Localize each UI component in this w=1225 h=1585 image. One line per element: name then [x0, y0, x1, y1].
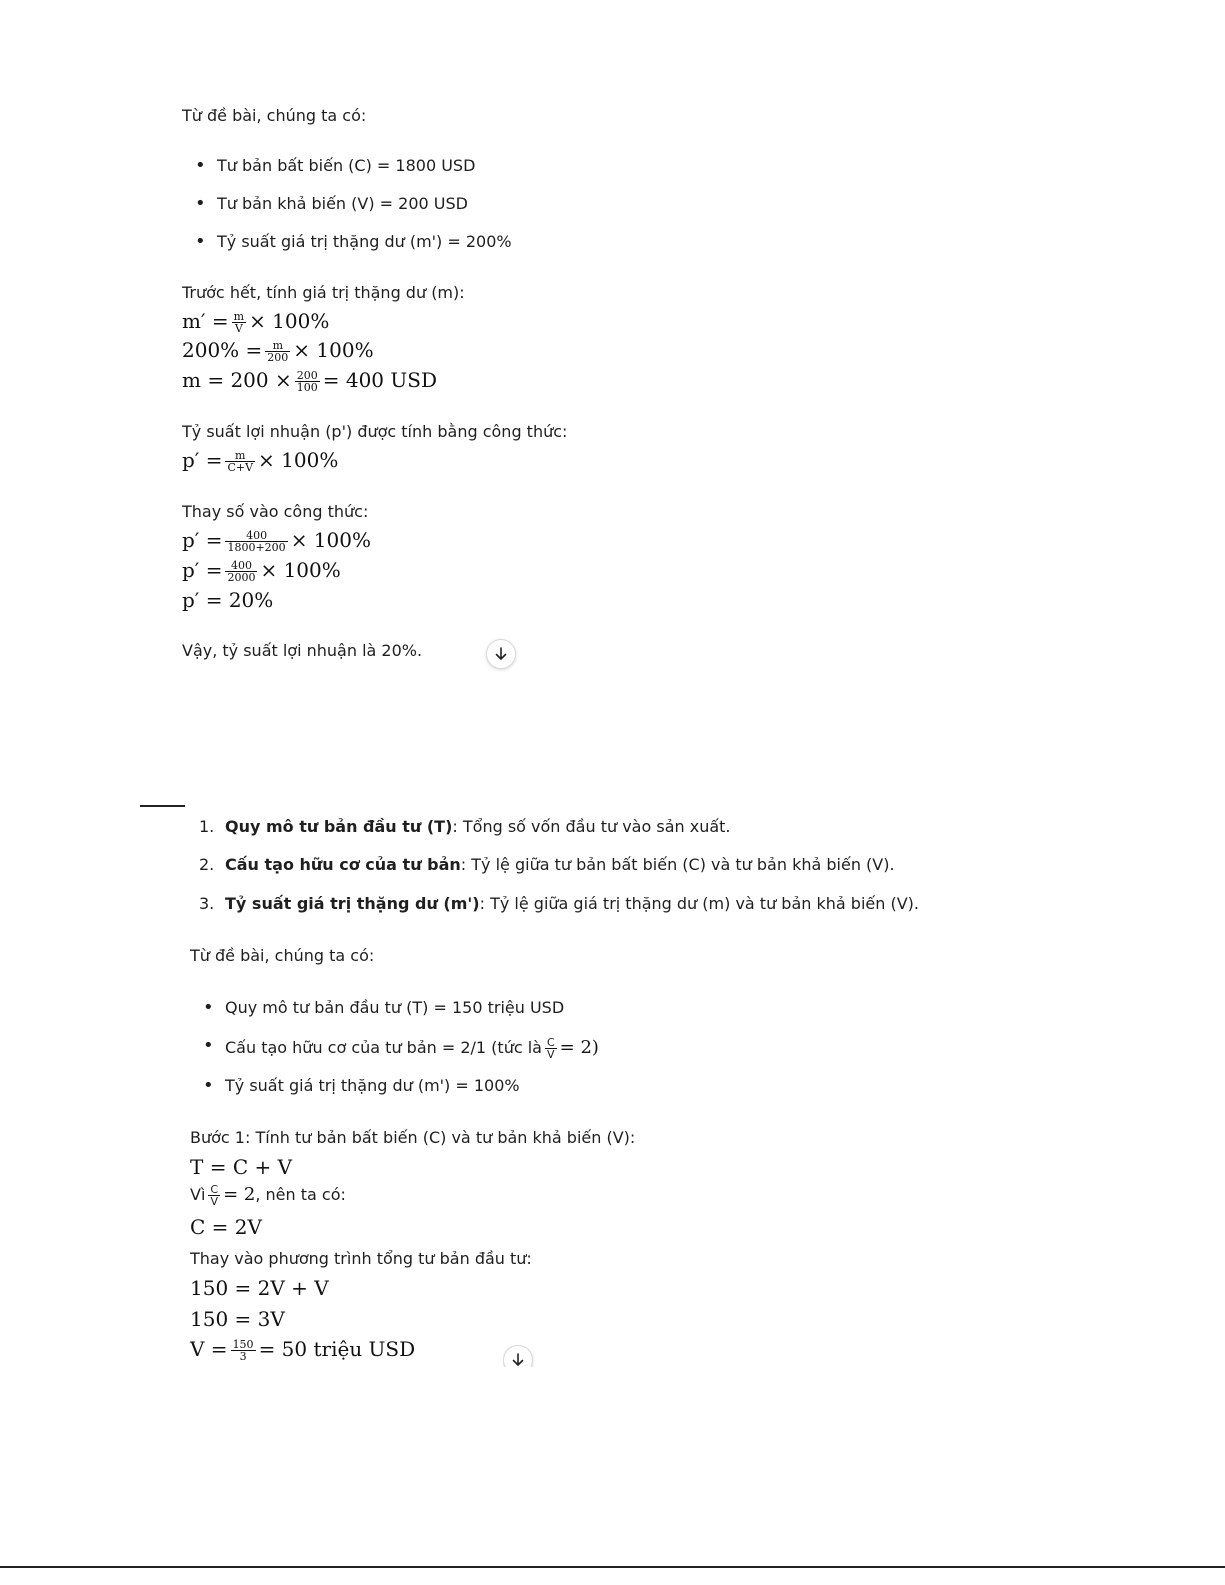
step-title: Bước 1: Tính tư bản bất biến (C) và tư bản khả biến (V): [190, 1128, 636, 1147]
subst-title: Thay vào phương trình tổng tư bản đầu tư: [190, 1249, 532, 1268]
since-line: Vì $\frac{C}{V}$ = 2, nên ta có: [190, 1183, 346, 1208]
equation: p′ = $\frac{m}{C+V}$ × 100% [182, 448, 339, 474]
equation: m = 200 × $\frac{200}{100}$ = 400 USD [182, 368, 437, 394]
equation: C = 2V [190, 1215, 262, 1239]
equation: p′ = 20% [182, 588, 274, 612]
scroll-down-button[interactable] [486, 639, 516, 669]
equation: m′ = $\frac{m}{V}$ × 100% [182, 309, 330, 335]
equation: V = $\frac{150}{3}$ = 50 triệu USD [190, 1337, 416, 1363]
list-item: • Tỷ suất giá trị thặng dư (m') = 100% [225, 1076, 520, 1096]
formula-title: Tỷ suất lợi nhuận (p') được tính bằng công thức: [182, 422, 568, 441]
list-item: • Tư bản bất biến (C) = 1800 USD [217, 156, 475, 176]
conclusion: Vậy, tỷ suất lợi nhuận là 20%. [182, 641, 423, 660]
equation: T = C + V [190, 1155, 293, 1179]
list-item: • Tư bản khả biến (V) = 200 USD [217, 194, 468, 214]
list-item: 2. Cấu tạo hữu cơ của tư bản: Tỷ lệ giữa tư bản bất biến (C) và tư bản khả biến (V). [199, 855, 895, 874]
list-item: • Quy mô tư bản đầu tư (T) = 150 triệu USD [225, 998, 564, 1018]
equation: 150 = 2V + V [190, 1276, 329, 1300]
list-item: • Cấu tạo hữu cơ của tư bản = 2/1 (tức là $\frac{C}{V}$ = 2) [225, 1036, 599, 1060]
arrow-down-icon [493, 646, 509, 662]
equation: p′ = $\frac{400}{1800+200}$ × 100% [182, 528, 371, 554]
equation: 200% = $\frac{m}{200}$ × 100% [182, 338, 374, 364]
page-bottom-rule [0, 1566, 1225, 1568]
list-item: 3. Tỷ suất giá trị thặng dư (m'): Tỷ lệ giữa giá trị thặng dư (m) và tư bản khả biến (V). [199, 894, 919, 913]
step-title: Trước hết, tính giá trị thặng dư (m): [182, 283, 465, 302]
divider [140, 805, 185, 807]
subst-title: Thay số vào công thức: [182, 502, 369, 521]
intro-text: Từ đề bài, chúng ta có: [182, 106, 367, 125]
scroll-down-button-clipped[interactable] [503, 1345, 535, 1367]
list-item: • Tỷ suất giá trị thặng dư (m') = 200% [217, 232, 512, 252]
arrow-down-icon [510, 1352, 526, 1367]
list-item: 1. Quy mô tư bản đầu tư (T): Tổng số vốn đầu tư vào sản xuất. [199, 817, 731, 836]
intro-text: Từ đề bài, chúng ta có: [190, 946, 375, 965]
equation: 150 = 3V [190, 1307, 285, 1331]
equation: p′ = $\frac{400}{2000}$ × 100% [182, 558, 341, 584]
